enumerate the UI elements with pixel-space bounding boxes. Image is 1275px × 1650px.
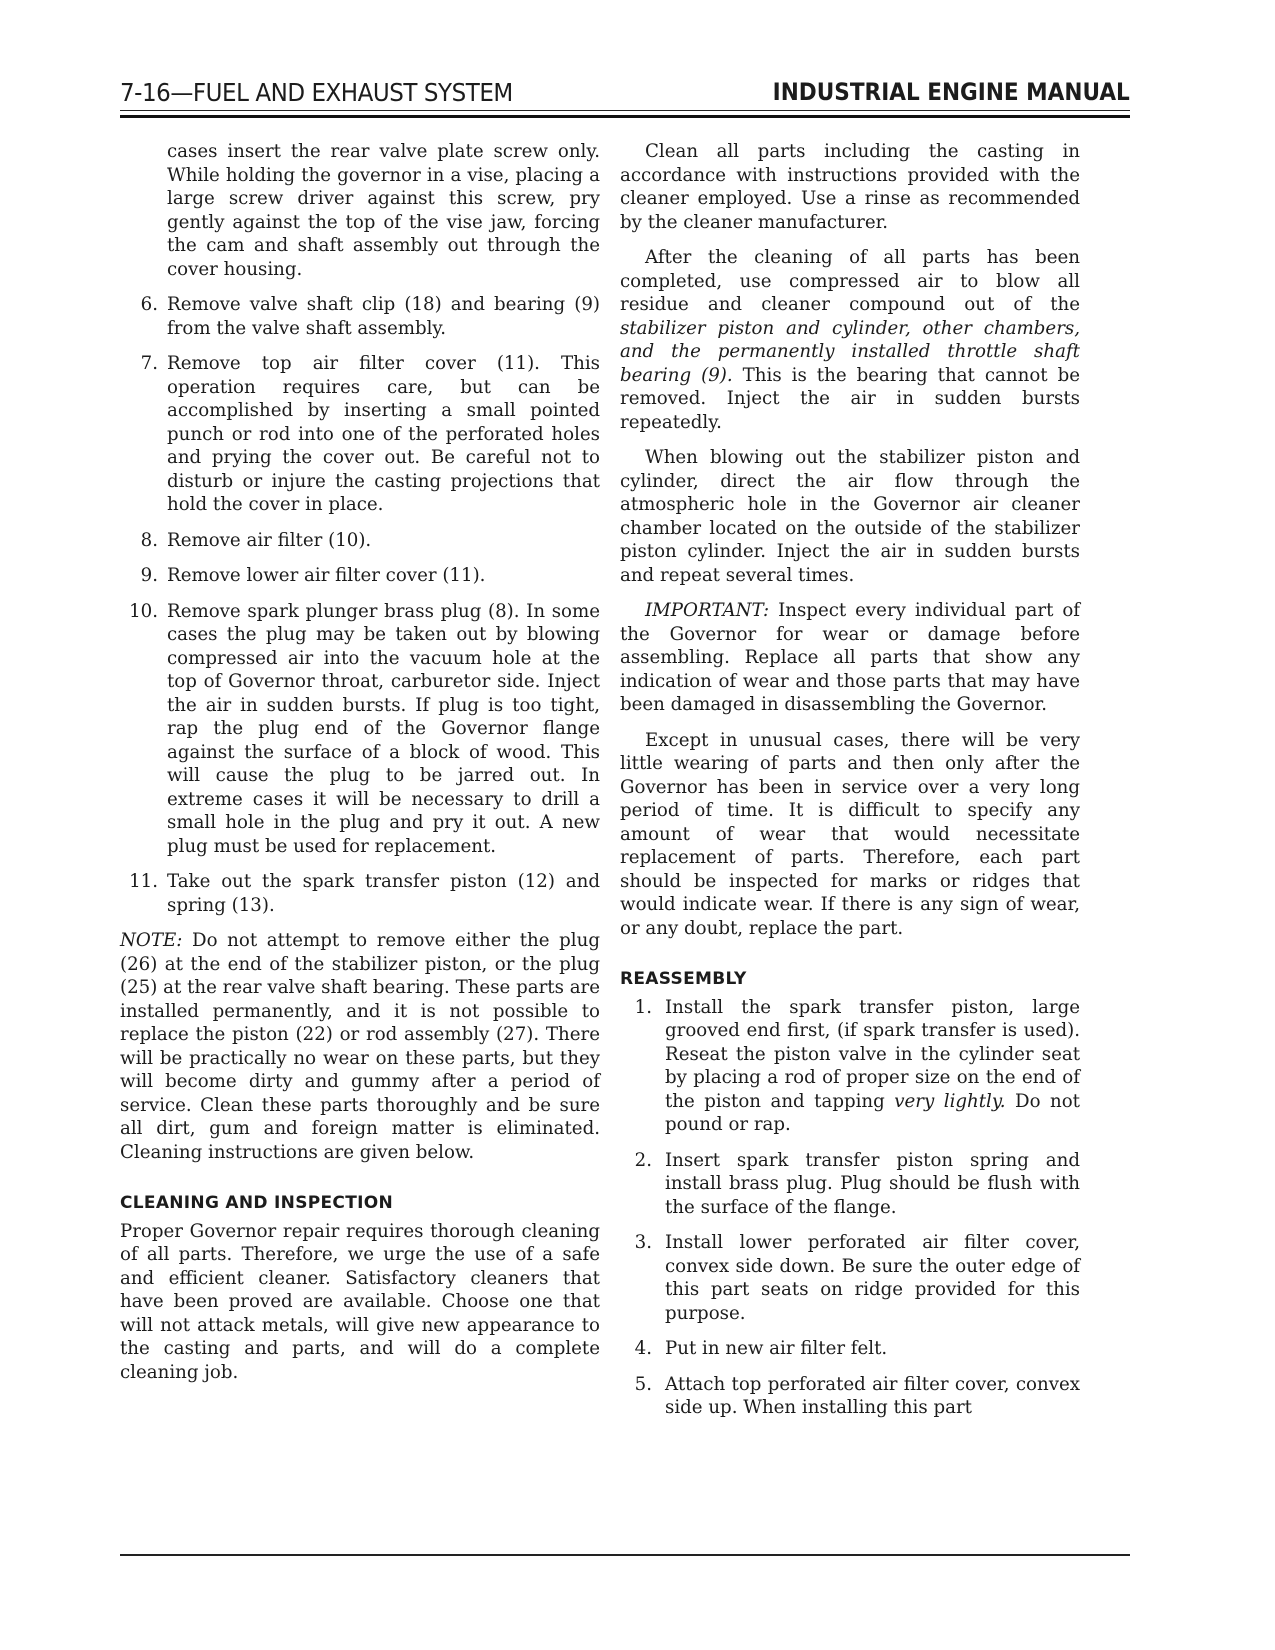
list-item — [620, 1231, 1080, 1325]
cleaning-heading: CLEANING AND INSPECTION — [120, 1193, 393, 1213]
important-label: IMPORTANT: — [645, 600, 770, 621]
paragraph: Except in unusual cases, there will be very little wearing of parts and then only after the Governor has been in service over a very long period of time. It is difficult to specify any amount of wear that would necessitate replacement of parts. Therefore, each part should be inspected for marks or ridges that would indicate wear. If there is any sign of wear, or any doubt, replace the part. — [620, 729, 1080, 939]
paragraph — [620, 246, 1080, 434]
step-text: Attach top perforated air filter cover, convex side up. When installing this part — [665, 1373, 1080, 1418]
step-text: Install the spark transfer piston, large grooved end first, (if spark transfer is used). Reseat the piston valve in the cylinder seat by placing a rod of proper size on the end of the piston and tapping — [665, 996, 1080, 1112]
step-number: 5. — [634, 1373, 652, 1395]
right-column — [620, 140, 1080, 1432]
header-rule-thin — [120, 110, 1130, 111]
cleaning-paragraph: Proper Governor repair requires thorough cleaning of all parts. Therefore, we urge the use of a safe and efficient cleaner. Satisfactory cleaners that have been proved are available. Choose one that will not attack metals, will give new appearance to the casting and parts, and will do a complete cleaning job. — [120, 1220, 600, 1383]
manual-title: INDUSTRIAL ENGINE MANUAL — [772, 78, 1130, 106]
step-number: 10. — [129, 600, 158, 622]
list-item — [120, 870, 600, 917]
step-text: Put in new air filter felt. — [665, 1338, 888, 1359]
list-item — [120, 529, 600, 553]
step-number: 2. — [634, 1149, 652, 1171]
step-number: 9. — [140, 565, 158, 586]
step-text: Remove air filter (10). — [167, 529, 372, 551]
paragraph: Clean all parts including the casting in accordance with instructions provided with the cleaner employed. Use a rinse as recommended by the cleaner manufacturer. — [620, 141, 1080, 233]
step-emphasis: very lightly. — [894, 1090, 1006, 1112]
page-header — [120, 72, 1130, 112]
step-number: 11. — [129, 871, 158, 892]
step-number: 7. — [140, 353, 158, 374]
note-paragraph — [120, 929, 600, 1164]
paragraph-emphasis: stabilizer piston and cylinder, other chambers, and the permanently installed throttle shaft bearing (9). — [620, 317, 1080, 386]
left-column — [120, 140, 600, 1396]
step-text: Take out the spark transfer piston (12) and spring (13). — [167, 871, 600, 916]
step-text: Install lower perforated air filter cover, convex side down. Be sure the outer edge of this part seats on ridge provided for this purpose. — [665, 1232, 1080, 1324]
paragraph-text: After the cleaning of all parts has been completed, use compressed air to blow all residue and cleaner compound out of the — [620, 247, 1080, 315]
list-item — [120, 564, 600, 588]
continuation-paragraph: cases insert the rear valve plate screw only. While holding the governor in a vise, placing a large screw driver against this screw, pry gently against the top of the vise jaw, forcing the cam and shaft assembly out through the cover housing. — [167, 141, 600, 280]
step-number: 8. — [140, 529, 158, 551]
step-text: Remove valve shaft clip (18) and bearing (9) from the valve shaft assembly. — [167, 294, 600, 339]
list-item — [120, 293, 600, 340]
step-text: Remove lower air filter cover (11). — [167, 565, 486, 586]
step-number: 1. — [634, 996, 652, 1018]
list-item — [620, 1149, 1080, 1220]
header-rule-thick — [120, 115, 1130, 118]
note-text: Do not attempt to remove either the plug (26) at the end of the stabilizer piston, or the plug (25) at the rear valve shaft bearing. These parts are installed permanently, and it is not possible to replace the piston (22) or rod assembly (27). There will be practically no wear on these parts, but they will become dirty and gummy after a period of service. Clean these parts thoroughly and be sure all dirt, gum and foreign matter is eliminated. Cleaning instructions are given below. — [120, 930, 600, 1163]
reassembly-heading: REASSEMBLY — [620, 969, 747, 989]
important-text: Inspect every individual part of the Governor for wear or damage before assembling. Replace all parts that show any indication of wear and those parts that may have been damaged in disassembling the Governor. — [620, 600, 1080, 715]
note-label: NOTE: — [120, 930, 183, 951]
step-number: 6. — [140, 294, 158, 315]
step-number: 4. — [634, 1338, 652, 1359]
list-item — [620, 996, 1080, 1137]
step-text: Insert spark transfer piston spring and install brass plug. Plug should be flush with the surface of the flange. — [665, 1149, 1080, 1218]
section-title: 7-16—FUEL AND EXHAUST SYSTEM — [120, 78, 513, 107]
important-paragraph — [620, 599, 1080, 717]
list-item — [120, 352, 600, 517]
footer-rule — [120, 1554, 1130, 1556]
step-number: 3. — [634, 1232, 652, 1253]
list-item — [620, 1337, 1080, 1361]
step-text: Do not pound or rap. — [665, 1090, 1080, 1135]
list-item — [620, 1373, 1080, 1420]
step-text: Remove top air filter cover (11). This operation requires care, but can be accomplished by inserting a small pointed punch or rod into one of the perforated holes and prying the cover out. Be careful not to disturb or injure the casting projections that hold the cover in place. — [167, 353, 600, 515]
paragraph-text: This is the bearing that cannot be removed. Inject the air in sudden bursts repeatedly. — [620, 364, 1080, 433]
list-item — [120, 600, 600, 859]
step-text: Remove spark plunger brass plug (8). In some cases the plug may be taken out by blowing compressed air into the vacuum hole at the top of Governor throat, carburetor side. Inject the air in sudden bursts. If plug is too tight, rap the plug end of the Governor flange against the surface of a block of wood. This will cause the plug to be jarred out. In extreme cases it will be necessary to drill a small hole in the plug and pry it out. A new plug must be used for replacement. — [167, 600, 600, 857]
paragraph: When blowing out the stabilizer piston and cylinder, direct the air flow through the atmospheric hole in the Governor air cleaner chamber located on the outside of the stabilizer piston cylinder. Inject the air in sudden bursts and repeat several times. — [620, 447, 1080, 586]
